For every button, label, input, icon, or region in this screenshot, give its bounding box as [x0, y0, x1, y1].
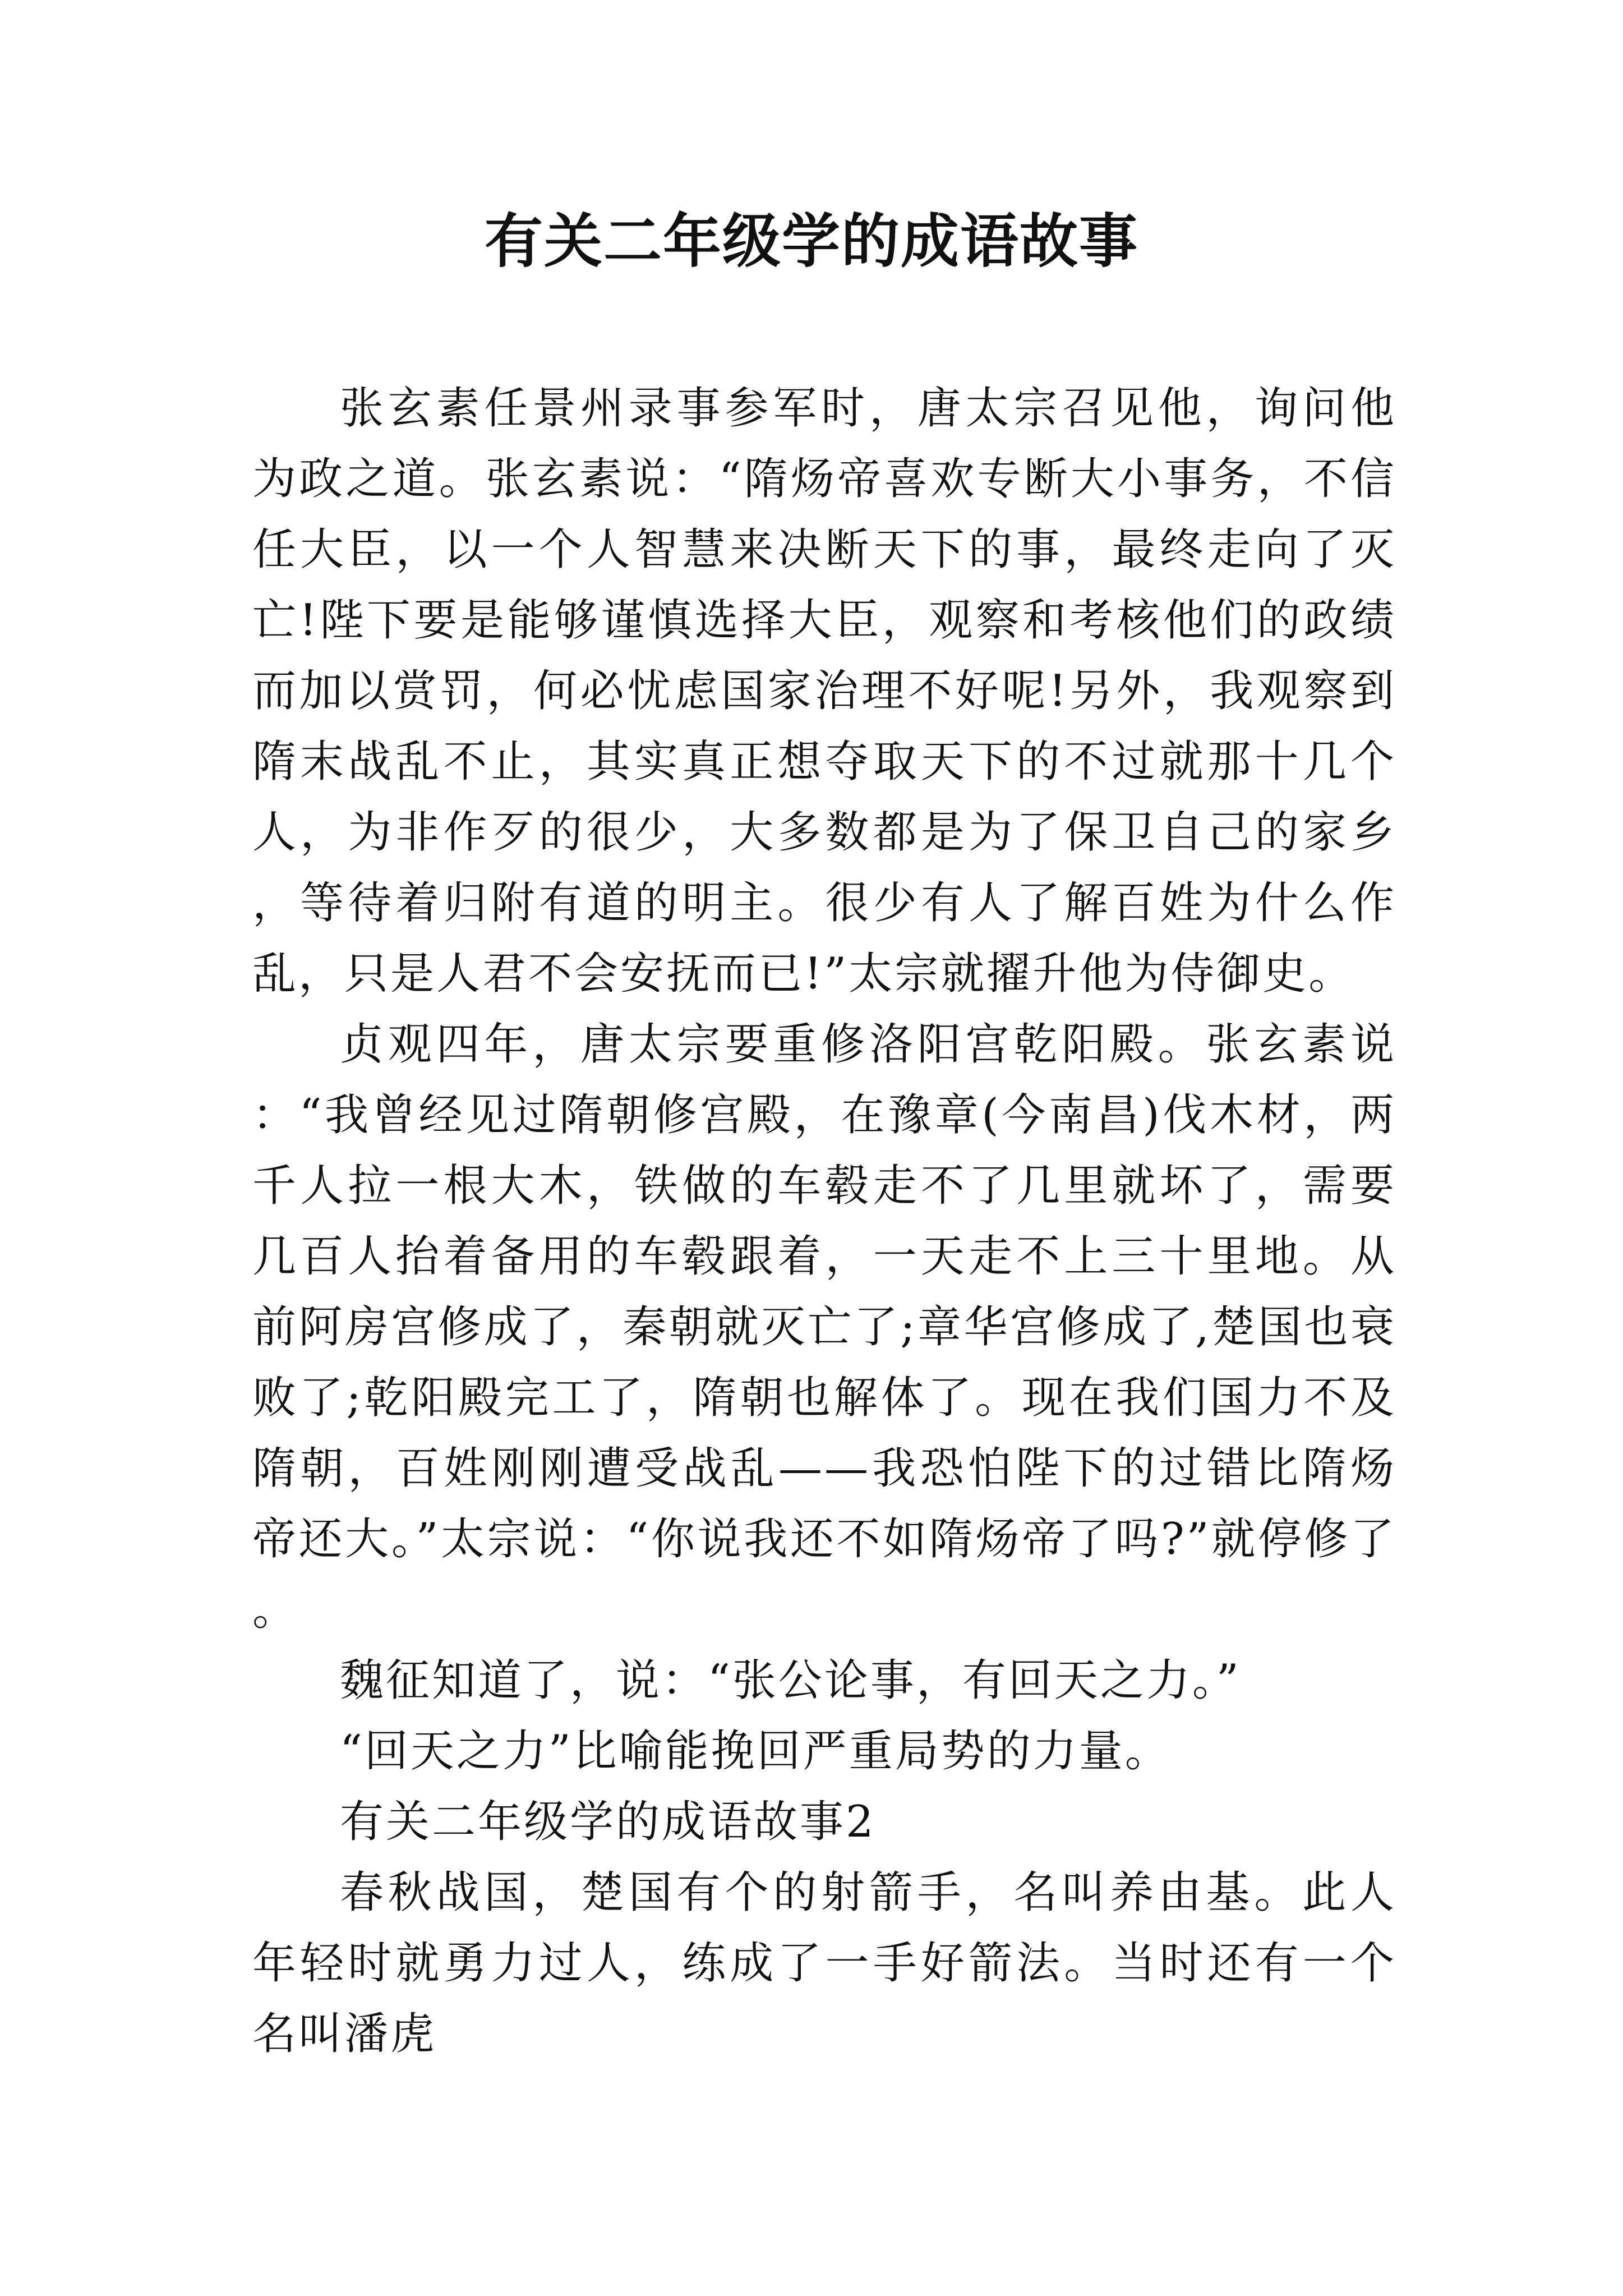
- paragraph-4: “回天之力”比喻能挽回严重局势的力量。: [340, 1726, 1171, 1777]
- paragraph-1: 张玄素任景州录事参军时，唐太宗召见他，询问他为政之道。张玄素说：“隋炀帝喜欢专断大小事务，不信任大臣，以一个人智慧来决断天下的事，最终走向了灭亡!陛下要是能够谨慎选择大臣，观察和考核他们的政绩而加以赏罚，何必忧虑国家治理不好呢!另外，我观察到隋末战乱不止，其实真正想夺取天下的不过就那十几个人，为非作歹的很少，大多数都是为了保卫自己的家乡，等待着归附有道的明主。很少有人了解百姓为什么作乱，只是人君不会安抚而已!”太宗就擢升他为侍御史。: [252, 383, 1396, 999]
- section-heading-2: 有关二年级学的成语故事2: [340, 1797, 876, 1847]
- document-body: [252, 373, 1396, 2069]
- paragraph-2: 贞观四年，唐太宗要重修洛阳宫乾阳殿。张玄素说：“我曾经见过隋朝修宫殿，在豫章(今南昌)伐木材，两千人拉一根大木，铁做的车毂走不了几里就坏了，需要几百人抬着备用的车毂跟着，一天走不上三十里地。从前阿房宫修成了，秦朝就灭亡了;章华宫修成了,楚国也衰败了;乾阳殿完工了，隋朝也解体了。现在我们国力不及隋朝，百姓刚刚遭受战乱——我恐怕陛下的过错比隋炀帝还大。”太宗说：“你说我还不如隋炀帝了吗?”就停修了。: [252, 1019, 1396, 1635]
- paragraph-3: 魏征知道了，说：“张公论事，有回天之力。”: [340, 1655, 1241, 1706]
- paragraph-5: 春秋战国，楚国有个的射箭手，名叫养由基。此人年轻时就勇力过人，练成了一手好箭法。当时还有一个名叫潘虎: [252, 1867, 1396, 2059]
- document-title: 有关二年级学的成语故事: [484, 206, 1138, 275]
